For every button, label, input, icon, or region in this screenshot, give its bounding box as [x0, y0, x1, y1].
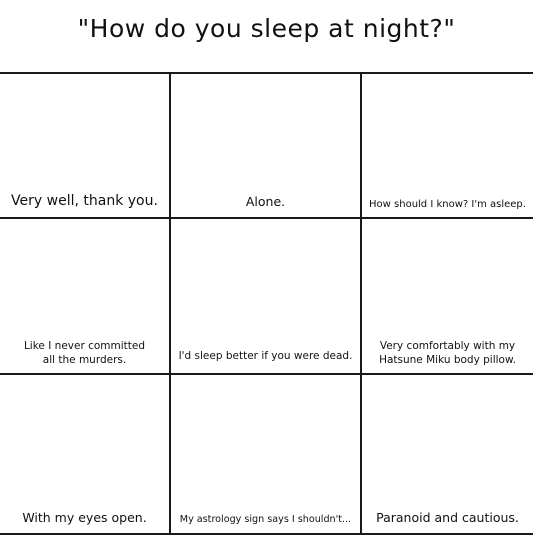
- cell-caption: Very comfortably with my Hatsune Miku body pillow.: [379, 339, 516, 366]
- chart-title: "How do you sleep at night?": [77, 14, 456, 43]
- cell-caption: Alone.: [245, 194, 286, 210]
- grid-cell: [0, 219, 169, 373]
- cell-caption: With my eyes open.: [22, 510, 147, 526]
- cell-caption: My astrology sign says I shouldn't...: [179, 514, 352, 526]
- grid-cell: [362, 375, 533, 533]
- grid-cell: [171, 74, 360, 217]
- cell-caption: Like I never committed all the murders.: [23, 339, 146, 366]
- grid-cell: [171, 219, 360, 373]
- cell-caption: Very well, thank you.: [11, 193, 158, 210]
- cell-caption: I'd sleep better if you were dead.: [178, 349, 353, 362]
- grid-cell: [362, 74, 533, 217]
- grid-cell: [0, 375, 169, 533]
- grid-cell: [0, 74, 169, 217]
- grid-cell: [171, 375, 360, 533]
- cell-caption: Paranoid and cautious.: [376, 510, 519, 526]
- grid-cell: [362, 219, 533, 373]
- grid-line-bottom: [0, 533, 533, 535]
- cell-caption: How should I know? I'm asleep.: [369, 198, 526, 210]
